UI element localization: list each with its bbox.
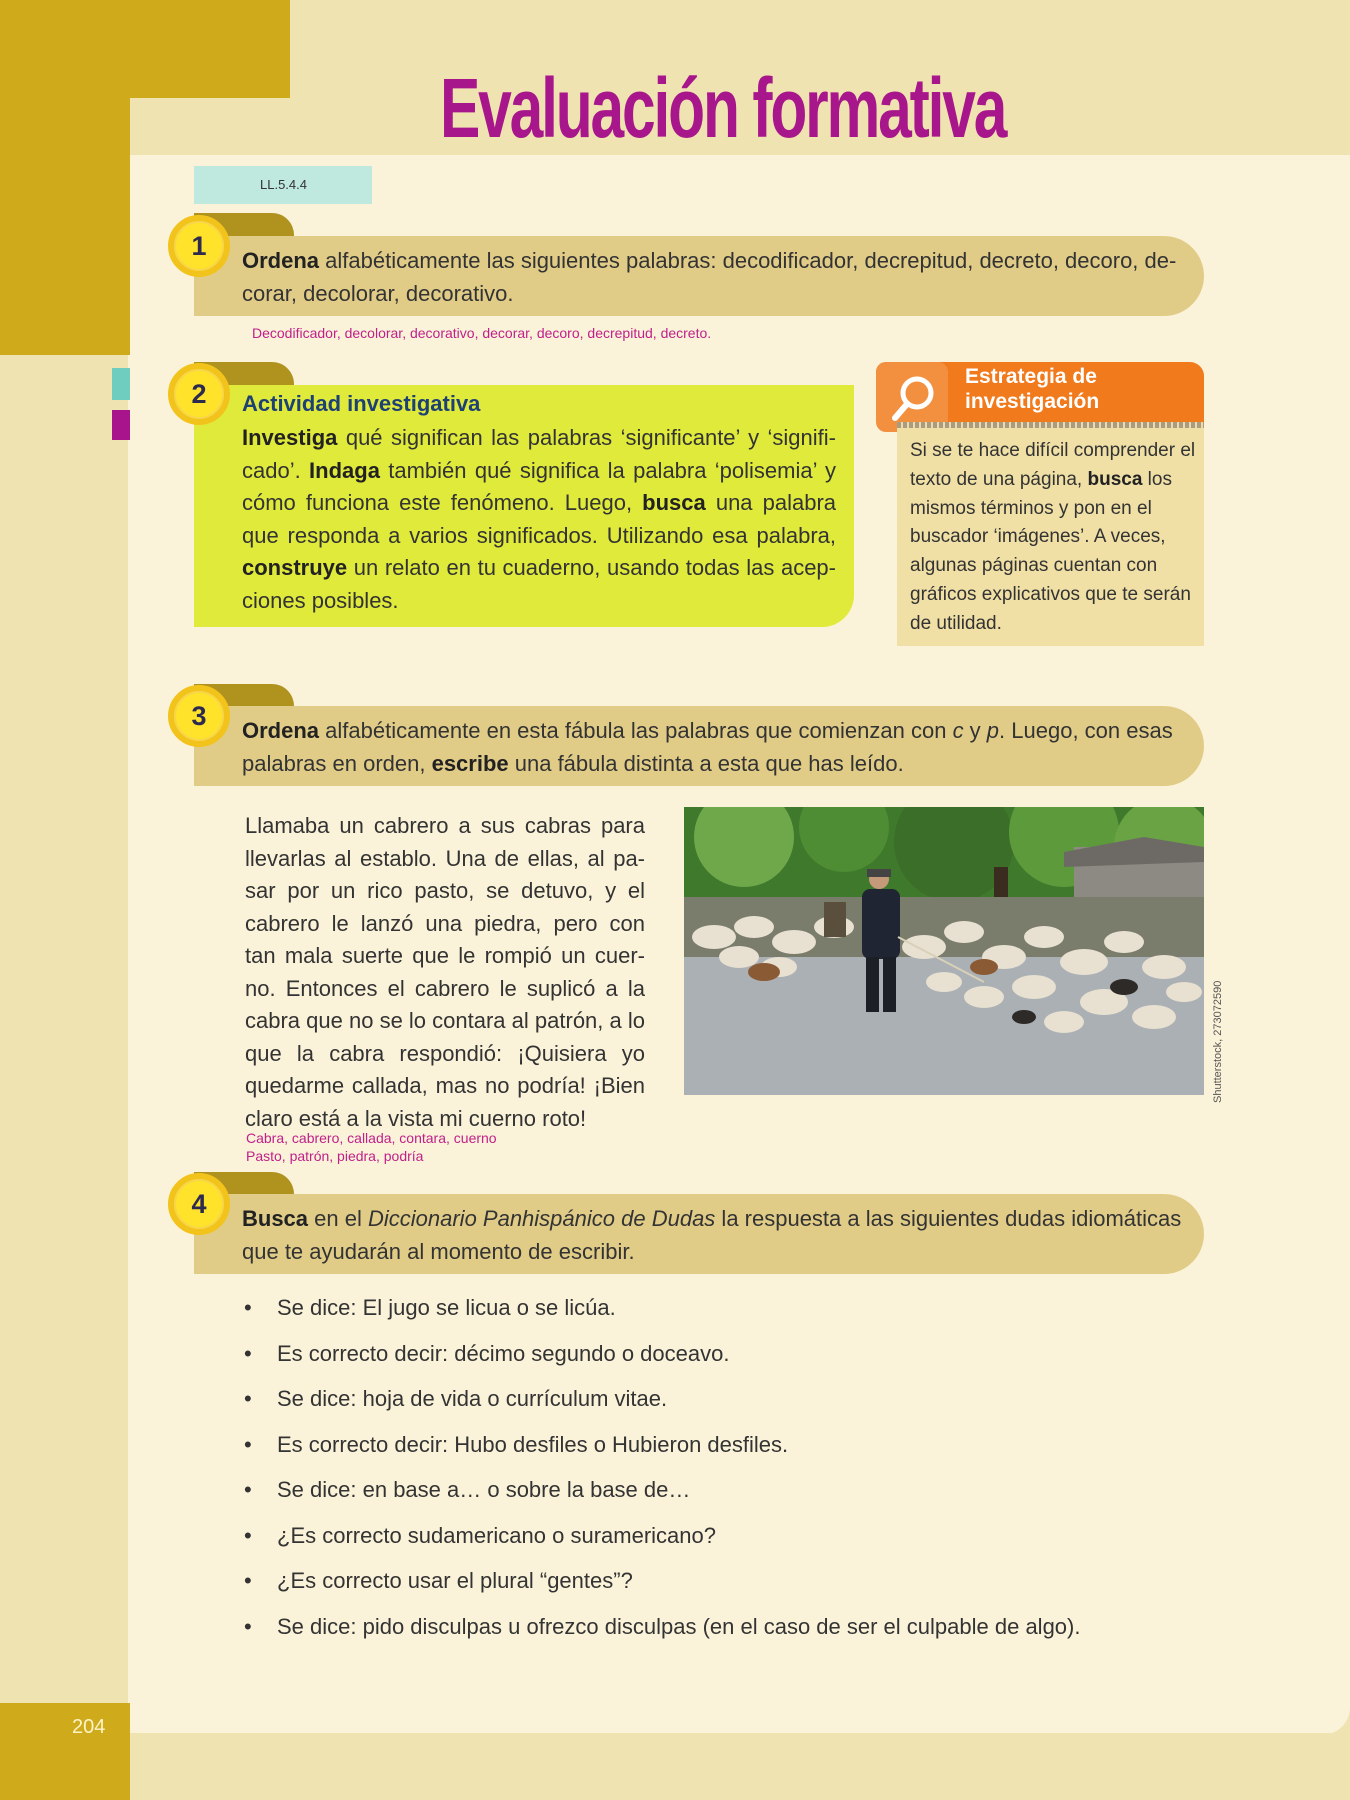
list-item: • Se dice: en base a… o sobre la base de… bbox=[244, 1477, 1080, 1523]
page-number-tab bbox=[0, 1703, 130, 1800]
q1-instruction: Ordena alfabéticamente las siguientes palabras: decodificador, decrepitud, decreto, decoro, de- corar, decolorar, decorativo. bbox=[242, 248, 1177, 306]
page-number: 204 bbox=[72, 1716, 106, 1738]
q3-instruction: Ordena alfabéticamente en esta fábula las palabras que comienzan con c y p. Luego, con esas palabras en orden, escribe una fábula distinta a esta que has leído. bbox=[242, 718, 1173, 776]
q2-number-badge: 2 bbox=[168, 363, 230, 425]
strategy-title: Estrategia de investigación bbox=[965, 365, 1100, 413]
q1-number-badge: 1 bbox=[168, 215, 230, 277]
doubts-list bbox=[244, 1295, 1080, 1659]
q3-answer-c: Cabra, cabrero, callada, contara, cuerno bbox=[246, 1130, 497, 1146]
photo-credit: Shutterstock, 273072590 bbox=[1212, 980, 1224, 1103]
q2-instruction: Investiga qué significan las palabras ‘significante’ y ‘signifi-cado’. Indaga también qué significa la palabra ‘polisemia’ y cómo funciona este fenómeno. Luego, busca una palabra que responda a varios significados. Utilizando esa palabra, construye un relato en tu cuaderno, usando todas las acep-ciones posibles. bbox=[242, 425, 837, 613]
list-item: • Se dice: El jugo se licua o se licúa. bbox=[244, 1295, 1080, 1341]
list-item: • Es correcto decir: Hubo desfiles o Hubieron desfiles. bbox=[244, 1432, 1080, 1478]
fable-text: Llamaba un cabrero a sus cabras para llevarlas al establo. Una de ellas, al pa-sar por un rico pasto, se detuvo, y el cabrero le lanzó una piedra, pero con tan mala suerte que le rompió un cuer-no. Entonces el cabrero le suplicó a la cabra que no se lo contara al patrón, a lo que la cabra respondió: ¡Quisiera yo quedarme callada, mas no podría! ¡Bien claro está a la vista mi cuerno roto! bbox=[245, 813, 645, 1131]
list-item: • Es correcto decir: décimo segundo o doceavo. bbox=[244, 1341, 1080, 1387]
list-item: • ¿Es correcto usar el plural “gentes”? bbox=[244, 1568, 1080, 1614]
q3-answer-p: Pasto, patrón, piedra, podría bbox=[246, 1148, 424, 1164]
footer-strip bbox=[0, 1733, 1350, 1800]
left-margin bbox=[0, 355, 112, 1705]
list-item: • Se dice: hoja de vida o currículum vitae. bbox=[244, 1386, 1080, 1432]
list-item: • ¿Es correcto sudamericano o suramericano? bbox=[244, 1523, 1080, 1569]
shepherd-photo bbox=[684, 807, 1204, 1095]
q4-number-badge: 4 bbox=[168, 1173, 230, 1235]
skill-code-badge: LL.5.4.4 bbox=[194, 166, 372, 204]
strategy-text: Si se te hace difícil comprender el texto de una página, busca los mismos términos y pon en el buscador ‘imágenes’. A veces, algunas páginas cuentan con gráficos explicativos que te serán de utilidad. bbox=[910, 440, 1196, 634]
page-title: Evaluación formativa bbox=[440, 61, 1006, 155]
q1-answer: Decodificador, decolorar, decorativo, decorar, decoro, decrepitud, decreto. bbox=[252, 325, 712, 341]
list-item: • Se dice: pido disculpas u ofrezco disculpas (en el caso de ser el culpable de algo). bbox=[244, 1614, 1080, 1660]
q4-instruction: Busca en el Diccionario Panhispánico de Dudas la respuesta a las siguientes dudas idiomáticas que te ayudarán al momento de escribir. bbox=[242, 1206, 1182, 1264]
q2-heading: Actividad investigativa bbox=[242, 391, 481, 416]
q3-number-badge: 3 bbox=[168, 685, 230, 747]
side-decoration bbox=[0, 0, 130, 355]
